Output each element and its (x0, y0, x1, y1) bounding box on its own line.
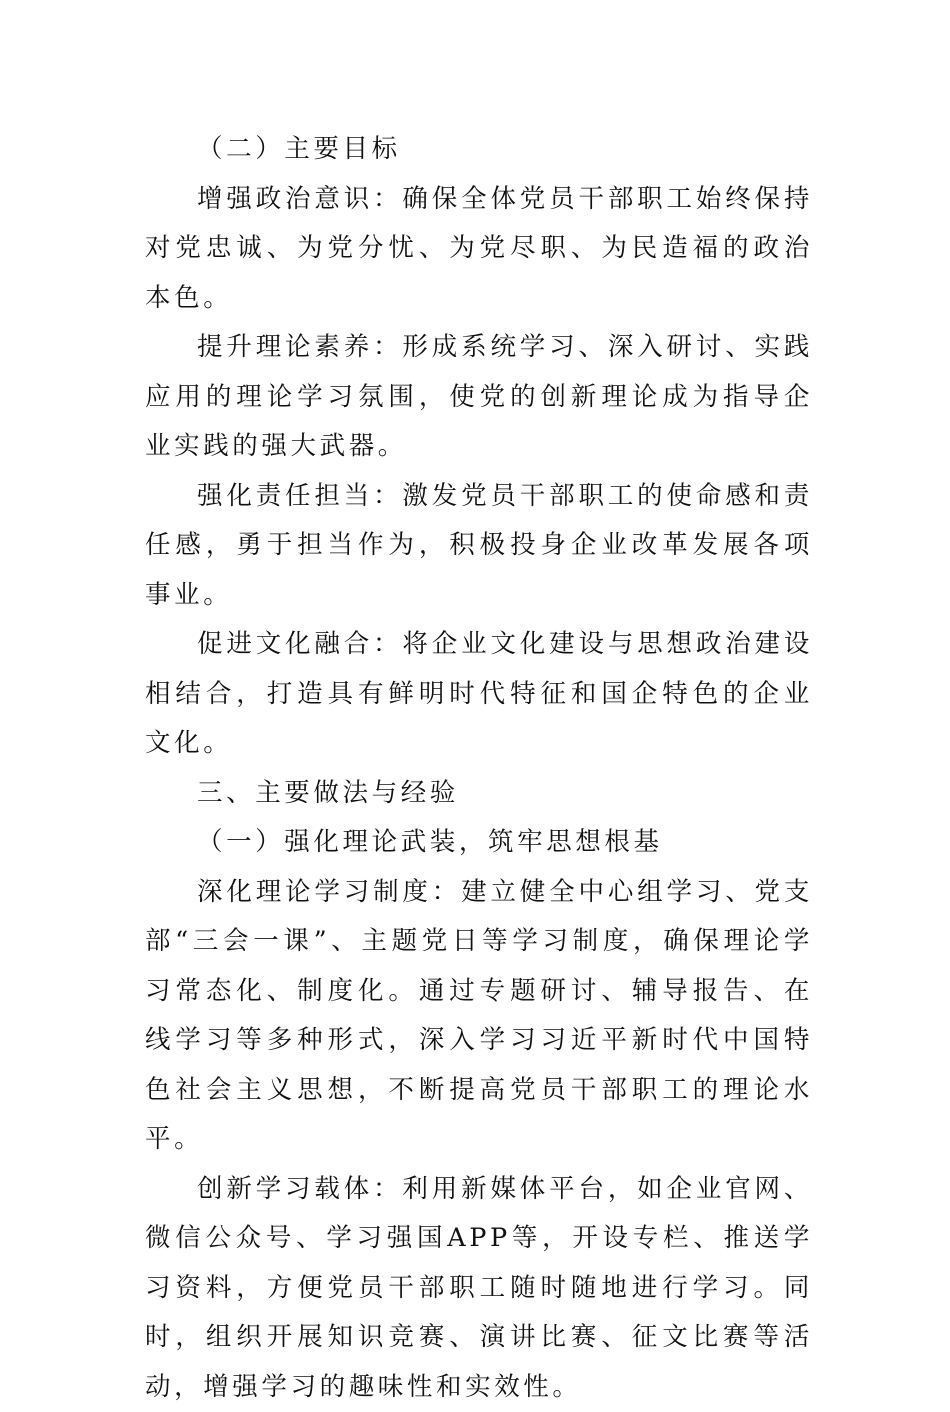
paragraph-theory-literacy: 提升理论素养：形成系统学习、深入研讨、实践应用的理论学习氛围，使党的创新理论成为指导企业实践的强大武器。 (145, 323, 813, 472)
paragraph-study-carriers: 创新学习载体：利用新媒体平台，如企业官网、微信公众号、学习强国APP等，开设专栏、推送学习资料，方便党员干部职工随时随地进行学习。同时，组织开展知识竞赛、演讲比赛、征文比赛等活动，增强学习的趣味性和实效性。 (145, 1165, 813, 1412)
section-heading-practices: 三、主要做法与经验 (145, 769, 813, 819)
paragraph-study-system: 深化理论学习制度：建立健全中心组学习、党支部“三会一课”、主题党日等学习制度，确保理论学习常态化、制度化。通过专题研讨、辅导报告、在线学习等多种形式，深入学习习近平新时代中国特色社会主义思想，不断提高党员干部职工的理论水平。 (145, 868, 813, 1165)
paragraph-responsibility: 强化责任担当：激发党员干部职工的使命感和责任感，勇于担当作为，积极投身企业改革发展各项事业。 (145, 472, 813, 621)
paragraph-political-awareness: 增强政治意识：确保全体党员干部职工始终保持对党忠诚、为党分忧、为党尽职、为民造福的政治本色。 (145, 175, 813, 324)
subsection-heading-main-goals: （二）主要目标 (145, 125, 813, 175)
document-body (145, 125, 813, 1412)
paragraph-culture-integration: 促进文化融合：将企业文化建设与思想政治建设相结合，打造具有鲜明时代特征和国企特色的企业文化。 (145, 620, 813, 769)
subsection-heading-theory-armament: （一）强化理论武装，筑牢思想根基 (145, 818, 813, 868)
